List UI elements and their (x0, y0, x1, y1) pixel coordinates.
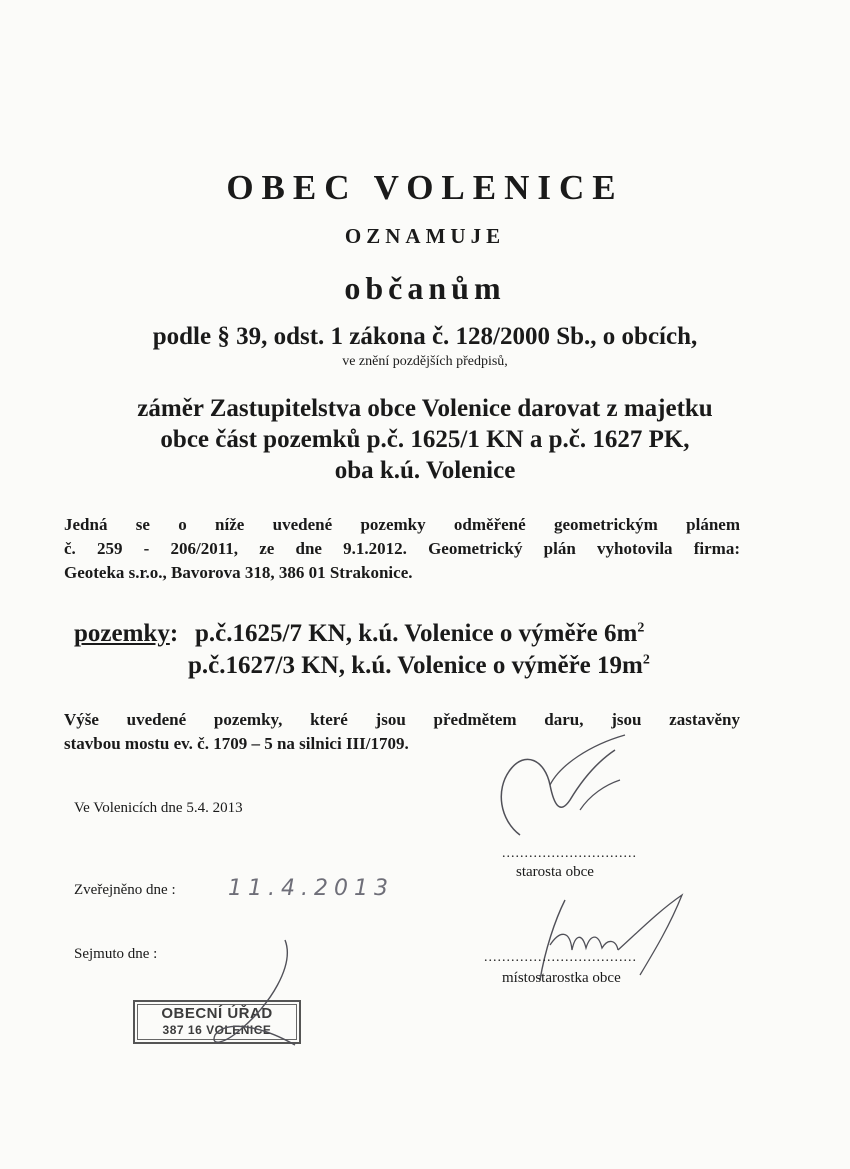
plot-item-text: p.č.1627/3 KN, k.ú. Volenice o výměře 19m (188, 652, 643, 679)
plots-label-text: pozemky (74, 620, 170, 647)
place-and-date: Ve Volenicích dne 5.4. 2013 (74, 800, 243, 816)
description-line: č. 259 - 206/2011, ze dne 9.1.2012. Geometrický plán vyhotovila firma: (64, 539, 740, 558)
deputy-signature-line: .................................. (484, 950, 637, 965)
plot-item-1 (195, 620, 644, 648)
stamp-line-2: 387 16 VOLENICE (162, 1023, 272, 1037)
note-line: Výše uvedené pozemky, které jsou předmětem daru, jsou zastavěny (64, 710, 740, 729)
note-line: stavbou mostu ev. č. 1709 – 5 na silnici III/1709. (64, 734, 409, 753)
stamp-line-1: OBECNÍ ÚŘAD (161, 1005, 273, 1022)
intent-line: záměr Zastupitelstva obce Volenice darovat z majetku (137, 395, 713, 422)
intent-line: oba k.ú. Volenice (334, 457, 516, 484)
removed-label: Sejmuto dne : (74, 946, 158, 962)
legal-basis: podle § 39, odst. 1 zákona č. 128/2000 Sb., o obcích, (152, 323, 698, 350)
legal-amendment-note: ve znění pozdějších předpisů, (342, 354, 508, 369)
announces-heading: OZNAMUJE (344, 224, 506, 248)
mayor-signature-line: .............................. (502, 846, 637, 861)
stamp-signature (200, 935, 310, 1055)
recipients-heading: občanům (344, 270, 506, 306)
published-label: Zveřejněno dne : (74, 882, 176, 898)
municipality-title: OBEC VOLENICE (226, 168, 624, 207)
intent-line: obce část pozemků p.č. 1625/1 KN a p.č. 1627 PK, (160, 426, 690, 453)
description-line: Geoteka s.r.o., Bavorova 318, 386 01 Strakonice. (64, 563, 413, 582)
area-unit-exponent: 2 (642, 652, 650, 668)
description-line: Jedná se o níže uvedené pozemky odměřené geometrickým plánem (64, 515, 740, 534)
plot-item-text: p.č.1625/7 KN, k.ú. Volenice o výměře 6m (195, 620, 638, 647)
plots-description (64, 513, 740, 585)
area-unit-exponent: 2 (637, 620, 645, 636)
plots-label: pozemky: (74, 620, 179, 647)
published-date: 11.4.2013 (228, 876, 394, 901)
deputy-mayor-title: místostarostka obce (502, 970, 621, 986)
mayor-title: starosta obce (516, 864, 594, 880)
donation-intent (0, 393, 850, 486)
plot-item-2 (188, 652, 650, 680)
mayor-signature (490, 730, 640, 850)
